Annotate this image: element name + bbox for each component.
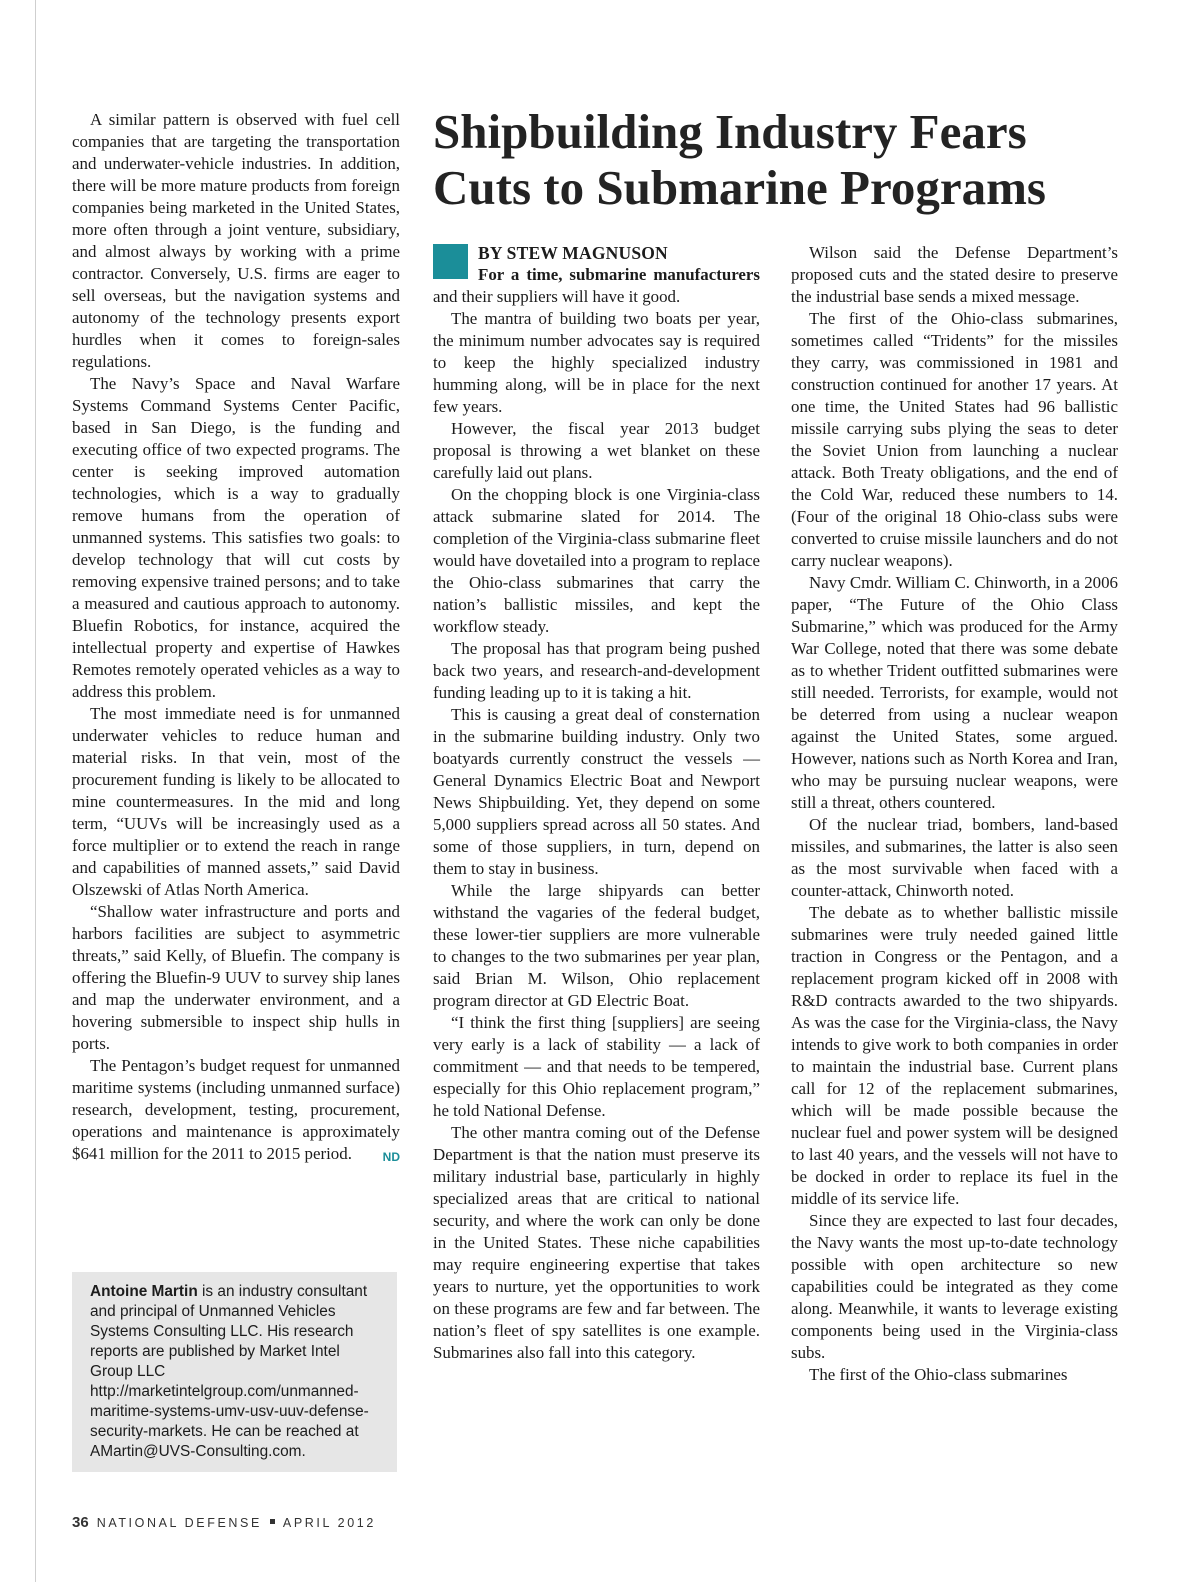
- issue-date: APRIL 2012: [282, 1516, 376, 1530]
- footer-separator: [270, 1519, 275, 1524]
- author-bio-box: [72, 1272, 397, 1472]
- left-paragraph-4: “Shallow water infrastructure and ports and harbors facilities are subject to asymmetric threats,” said Kelly, of Bluefin. The company is offering the Bluefin-9 UUV to survey ship lanes and map the underwater environment, and a hovering submersible to inspect ship hulls in ports.: [72, 902, 400, 1053]
- right-paragraph-7: The first of the Ohio-class submarines: [809, 1365, 1068, 1384]
- page-footer: [72, 1514, 376, 1532]
- left-paragraph-2: The Navy’s Space and Naval Warfare Systems Command Systems Center Pacific, based in San Diego, is the funding and executing office of two expected programs. The center is seeking improved automation technologies, which is a way to gradually remove humans from the operation of unmanned systems. This satisfies two goals: to develop technology that will cut costs by removing expensive trained persons; and to take a measured and cautious approach to autonomy. Bluefin Robotics, for instance, acquired the intellectual property and expertise of Hawkes Remotes remotely operated vehicles as a way to address this problem.: [72, 374, 400, 701]
- right-paragraph-5: The debate as to whether ballistic missile submarines were truly needed gained little traction in Congress or the Pentagon, and a replacement program kicked off in 2008 with R&D contracts awarded to the two shipyards. As was the case for the Virginia-class, the Navy intends to give work to both companies in order to maintain the industrial base. Current plans call for 12 of the replacement submarines, which will be made possible because the nuclear fuel and power system will be designed to last 40 years, and the vessels will not have to be docked in order to replace its fuel in the middle of its service life.: [791, 903, 1118, 1208]
- page-number: 36: [72, 1514, 89, 1531]
- author-bio-text: is an industry consultant and principal of Unmanned Vehicles Systems Consulting LLC. His research reports are published by Market Intel Group LLC http://marketintelgroup.com/unmanned-maritime-systems-umv-usv-uuv-defense-security-markets. He can be reached at AMartin@UVS-Consulting.com.: [90, 1283, 369, 1460]
- accent-square: [433, 244, 468, 279]
- end-mark: ND: [382, 1150, 400, 1164]
- middle-paragraph-4: The proposal has that program being pushed back two years, and research-and-development funding leading up to it is taking a hit.: [433, 639, 760, 702]
- middle-paragraph-5: This is causing a great deal of consternation in the submarine building industry. Only two boatyards currently construct the vessels — General Dynamics Electric Boat and Newport News Shipbuilding. Yet, they depend on some 5,000 suppliers spread across all 50 states. And some of those suppliers, in turn, depend on them to stay in business.: [433, 705, 760, 878]
- author-name: Antoine Martin: [90, 1283, 198, 1300]
- page-gutter-line: [35, 0, 36, 1582]
- right-paragraph-4: Of the nuclear triad, bombers, land-based missiles, and submarines, the latter is also seen as the most survivable when faced with a counter-attack, Chinworth noted.: [791, 815, 1118, 900]
- right-paragraph-6: Since they are expected to last four decades, the Navy wants the most up-to-date technology possible with open architecture so new capabilities could be integrated as they come along. Meanwhile, it wants to leverage existing components being used in the Virginia-class subs.: [791, 1211, 1118, 1362]
- middle-paragraph-1: The mantra of building two boats per year, the minimum number advocates say is required to keep the highly specialized industry humming along, will be in place for the next few years.: [433, 309, 760, 416]
- left-paragraph-3: The most immediate need is for unmanned underwater vehicles to reduce human and material risks. In that vein, most of the procurement funding is likely to be allocated to mine countermeasures. In the mid and long term, “UUVs will be increasingly used as a force multiplier or to extend the reach in range and capabilities of manned assets,” said David Olszewski of Atlas North America.: [72, 704, 400, 899]
- right-paragraph-1: Wilson said the Defense Department’s proposed cuts and the stated desire to preserve the industrial base sends a mixed message.: [791, 243, 1118, 306]
- left-paragraph-1: A similar pattern is observed with fuel cell companies that are targeting the transportation and underwater-vehicle industries. In addition, there will be more mature products from foreign companies being marketed in the United States, more often through a joint venture, subsidiary, and almost always by working with a prime contractor. Conversely, U.S. firms are eager to sell overseas, but the navigation systems and autonomy of the technology presents export hurdles when it comes to foreign-sales regulations.: [72, 110, 400, 371]
- lead-paragraph: [433, 264, 760, 308]
- middle-paragraph-8: The other mantra coming out of the Defense Department is that the nation must preserve its military industrial base, particularly in highly specialized areas that are critical to national security, and where the work can only be done in the United States. These niche capabilities may require engineering expertise that takes years to nurture, yet the opportunities to work on these programs are few and far between. The nation’s fleet of spy satellites is one example. Submarines also fall into this category.: [433, 1123, 760, 1362]
- middle-column: [433, 242, 760, 1364]
- byline: BY STEW MAGNUSON: [478, 243, 668, 263]
- right-paragraph-2: The first of the Ohio-class submarines, sometimes called “Tridents” for the missiles they carry, was commissioned in 1981 and construction continued for another 17 years. At one time, the United States had 96 ballistic missile carrying subs plying the seas to deter the Soviet Union from launching a nuclear attack. Both Treaty obligations, and the end of the Cold War, reduced these numbers to 14. (Four of the original 18 Ohio-class subs were converted to cruise missile launchers and do not carry nuclear weapons).: [791, 309, 1118, 570]
- left-column: [72, 109, 400, 1168]
- magazine-name: NATIONAL DEFENSE: [96, 1516, 262, 1530]
- left-paragraph-5: [72, 1055, 400, 1165]
- left-paragraph-5-text: The Pentagon’s budget request for unmanned maritime systems (including unmanned surface) research, development, testing, procurement, operations and maintenance is approximately $641 million for the 2011 to 2015 period.: [72, 1056, 400, 1163]
- middle-paragraph-6: While the large shipyards can better withstand the vagaries of the federal budget, these lower-tier suppliers are more vulnerable to changes to the two submarines per year plan, said Brian M. Wilson, Ohio replacement program director at GD Electric Boat.: [433, 881, 760, 1010]
- right-column: [791, 242, 1118, 1386]
- lead-rest-text: and their suppliers will have it good.: [433, 287, 681, 306]
- middle-paragraph-2: However, the fiscal year 2013 budget proposal is throwing a wet blanket on these carefully laid out plans.: [433, 419, 760, 482]
- middle-paragraph-7: “I think the first thing [suppliers] are seeing very early is a lack of stability — a lack of commitment — and that needs to be tempered, especially for this Ohio replacement program,” he told National Defense.: [433, 1013, 760, 1120]
- article-title: Shipbuilding Industry Fears Cuts to Submarine Programs: [433, 104, 1046, 215]
- lead-bold-text: For a time, submarine manufacturers: [478, 265, 760, 284]
- middle-paragraph-3: On the chopping block is one Virginia-class attack submarine slated for 2014. The completion of the Virginia-class submarine fleet would have dovetailed into a program to replace the Ohio-class submarines that carry the nation’s ballistic missiles, and kept the workflow steady.: [433, 485, 760, 636]
- right-paragraph-3: Navy Cmdr. William C. Chinworth, in a 2006 paper, “The Future of the Ohio Class Submarine,” which was produced for the Army War College, noted that there was some debate as to whether Trident outfitted submarines were still needed. Terrorists, for example, would not be deterred from using a nuclear weapon against the United States, some argued. However, nations such as North Korea and Iran, who may be pursuing nuclear weapons, were still a threat, others countered.: [791, 573, 1118, 812]
